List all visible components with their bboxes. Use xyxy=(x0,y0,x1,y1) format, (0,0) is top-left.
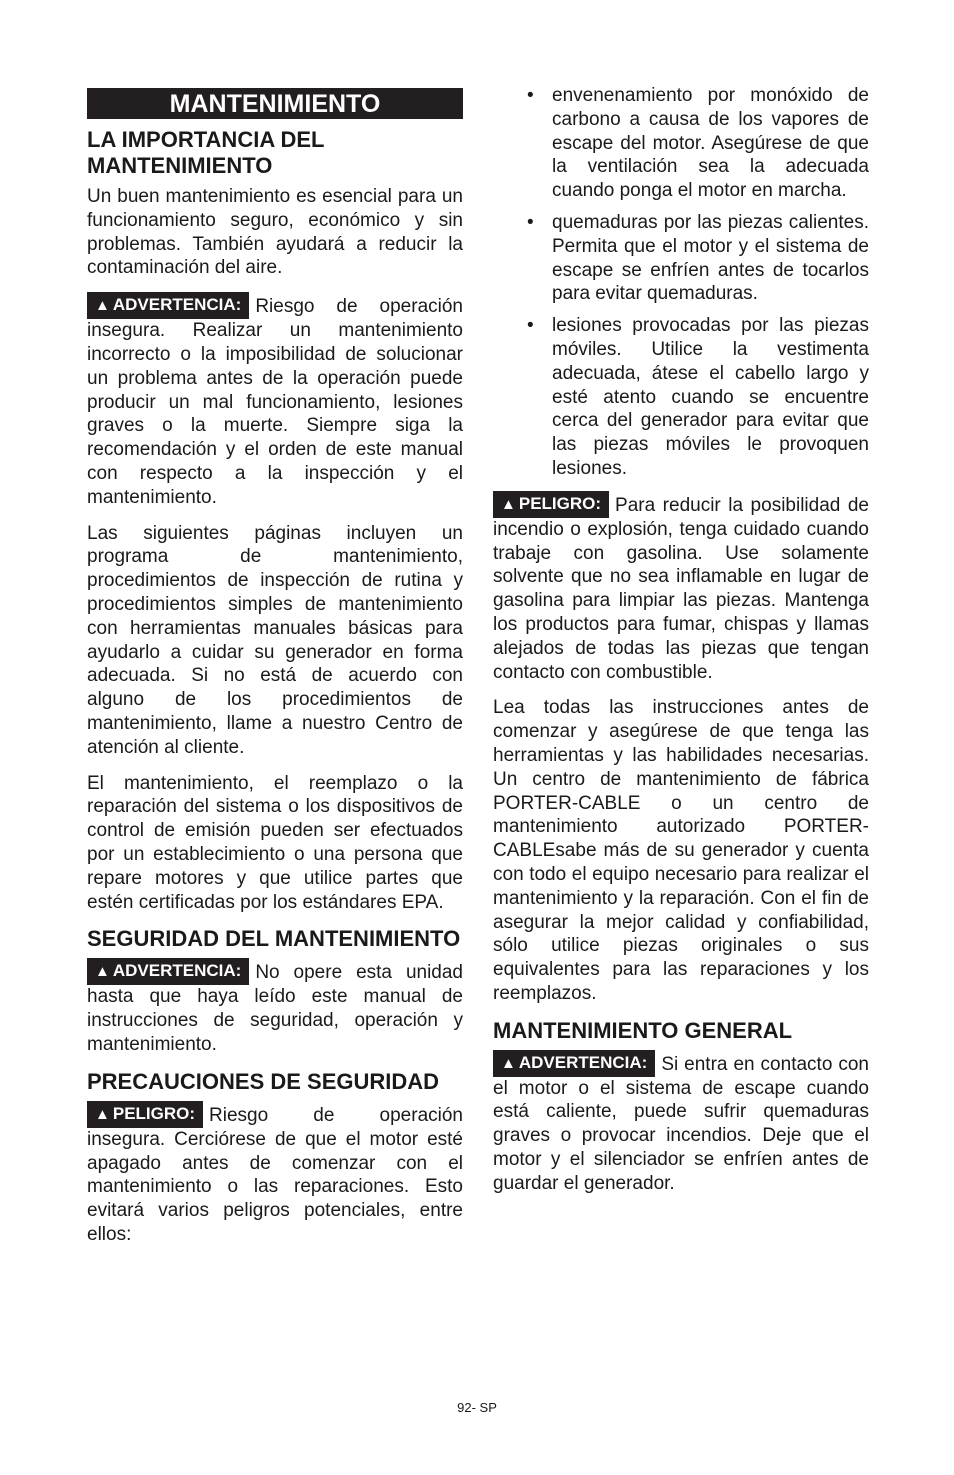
page-number: 92- SP xyxy=(457,1400,497,1415)
warning-badge: ▲ ADVERTENCIA: xyxy=(87,292,249,319)
paragraph-read: Lea todas las instrucciones antes de comenzar y asegúrese de que tenga las herramientas y las habilidades necesarias. Un centro de mantenimiento de fábrica PORTER-CABLE o un centro de mantenimiento autorizado PORTER-CABLEsabe más de su generador y cuenta con todo el equipo necesario para realizar el mantenimiento y la reparación. Con el fin de asegurar la mejor calidad y confiabilidad, sólo utilice piezas originales o sus equivalentes para las reparaciones y los reemplazos. xyxy=(493,697,869,1004)
paragraph-pages: Las siguientes páginas incluyen un programa de mantenimiento, procedimientos de inspección de rutina y procedimientos simples de mantenimiento con herramientas manuales básicas para ayudarlo a cuidar su generador en forma adecuada. Si no está de acuerdo con alguno de los procedimientos de mantenimiento, llame a nuestro Centro de atención al cliente. xyxy=(87,522,463,758)
hazard-list xyxy=(493,84,869,481)
warning-paragraph-2: ▲ ADVERTENCIA: No opere esta unidad hasta que haya leído este manual de instrucciones de seguridad, operación y mantenimiento. xyxy=(87,958,463,1056)
left-column xyxy=(87,88,463,1259)
heading-safety: SEGURIDAD DEL MANTENIMIENTO xyxy=(87,926,461,952)
paragraph-importance: Un buen mantenimiento es esencial para un funcionamiento seguro, económico y sin problemas. También ayudará a reducir la contaminación del aire. xyxy=(87,186,463,279)
warning-paragraph-1: ▲ ADVERTENCIA: Riesgo de operación insegura. Realizar un mantenimiento incorrecto o la imposibilidad de solucionar un problema antes de la operación puede producir un mal funcionamiento, lesiones graves o la muerte. Siempre siga la recomendación y el orden de este manual con respecto a la inspección y el mantenimiento. xyxy=(87,292,463,509)
right-column xyxy=(493,84,869,1208)
warning-triangle-icon: ▲ xyxy=(95,1105,110,1123)
danger-paragraph-1: ▲ PELIGRO: Riesgo de operación insegura. Cerciórese de que el motor esté apagado antes de comenzar con el mantenimiento o las reparaciones. Esto evitará varios peligros potenciales, entre ellos: xyxy=(87,1101,463,1247)
list-item: • lesiones provocadas por las piezas móviles. Utilice la vestimenta adecuada, átese el cabello largo y esté atento cuando se encuentre cerca del generador para evitar que las piezas móviles le provoquen lesiones. xyxy=(527,315,869,479)
danger-badge: ▲ PELIGRO: xyxy=(493,491,609,518)
warning-badge: ▲ ADVERTENCIA: xyxy=(87,958,249,985)
list-item: • quemaduras por las piezas calientes. Permita que el motor y el sistema de escape se enfríen antes de tocarlos para evitar quemaduras. xyxy=(527,211,869,305)
paragraph-emission: El mantenimiento, el reemplazo o la reparación del sistema o los dispositivos de control de emisión pueden ser efectuados por un establecimiento o una persona que repare motores y que utilice partes que estén certificadas por los estándares EPA. xyxy=(87,772,463,913)
bullet-icon: • xyxy=(527,211,534,233)
bullet-icon: • xyxy=(527,315,534,337)
list-item: • envenenamiento por monóxido de carbono a causa de los vapores de escape del motor. Asegúrese de que la ventilación sea la adecuada cuando ponga el motor en marcha. xyxy=(527,85,869,202)
heading-importance: LA IMPORTANCIA DEL MANTENIMIENTO xyxy=(87,127,325,178)
bullet-icon: • xyxy=(527,85,534,106)
heading-precautions: PRECAUCIONES DE SEGURIDAD xyxy=(87,1068,440,1094)
heading-general: MANTENIMIENTO GENERAL xyxy=(493,1017,793,1043)
warning-triangle-icon: ▲ xyxy=(501,1054,516,1072)
danger-badge: ▲ PELIGRO: xyxy=(87,1101,203,1128)
section-title: MANTENIMIENTO xyxy=(87,88,463,119)
warning-paragraph-3: ▲ ADVERTENCIA: Si entra en contacto con el motor o el sistema de escape cuando está caliente, puede sufrir quemaduras graves o provocar incendios. Deje que el motor y el silenciador se enfríen antes de guardar el generador. xyxy=(493,1050,869,1196)
warning-triangle-icon: ▲ xyxy=(501,495,516,513)
warning-badge: ▲ ADVERTENCIA: xyxy=(493,1050,655,1077)
warning-triangle-icon: ▲ xyxy=(95,963,110,981)
warning-triangle-icon: ▲ xyxy=(95,297,110,315)
danger-paragraph-2: ▲ PELIGRO: Para reducir la posibilidad de incendio o explosión, tenga cuidado cuando trabaje con gasolina. Use solamente solvente que no sea inflamable en lugar de gasolina para limpiar las piezas. Mantenga los productos para fumar, chispas y llamas alejados de todas las piezas que tengan contacto con combustible. xyxy=(493,491,869,685)
